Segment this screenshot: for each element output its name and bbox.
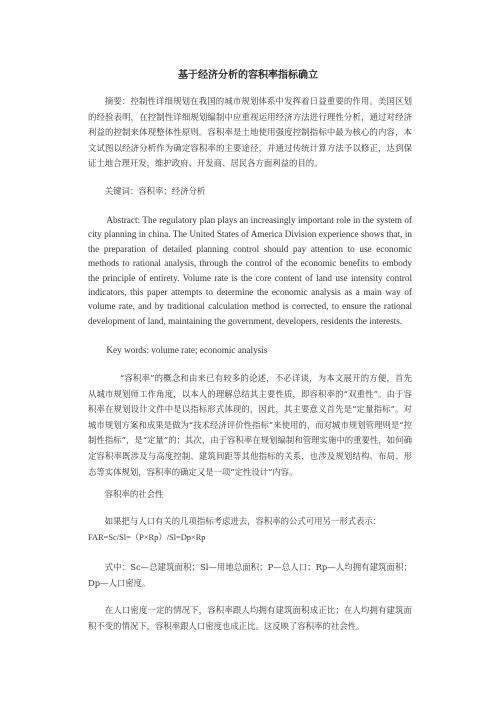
abstract-chinese: 摘要：控制性详细规划在我国的城市规划体系中发挥着日益重要的作用。美国区划的经验表明，在控制性详细规划编制中应重视运用经济方法进行理性分析，通过对经济利益的控制来体现整体性原则。容积率是土地使用强度控制指标中最为核心的内容，本文试图以经济分析作为确定容积率的主要途径，并通过传统计算方法予以修正，达到保证土地合理开发，维护政府、开发商、居民各方面利益的目的。 (88, 96, 412, 169)
formula-intro-text: 如果把与人口有关的几项指标考虑进去，容积率的公式可用另一形式表示： (104, 516, 382, 526)
intro-paragraph: “容积率”的概念和由来已有较多的论述，不必详谈，为本文展开的方便，首先从城市规划师工作角度，以本人的理解总结其主要性质，即容积率的“双重性”。由于容积率在规划设计文件中是以指标形式体现的，因此，其主要意义首先是“定量指标”。对城市规划方案和成果是做为“技术经济评价性指标”来使用的，而对城市规划管理则是“控制性指标”，是“定量”的；其次，由于容积率在规划编制和管理实施中的重要性，如何确定容积率既涉及与高度控制、建筑间距等其他指标的关系，也涉及规划结构、布局、形态等实体规划，容积率的确定又是一项“定性设计”内容。 (88, 373, 412, 477)
keywords-chinese: 关键词：容积率；经济分析 (104, 186, 206, 196)
keywords-english: Key words: volume rate; economic analysis (106, 345, 268, 355)
abstract-english: Abstract: The regulatory plan plays an increasingly important role in the system of city planning in china. The United States of America Division experience shows that, in the preparation of detailed planning control should pay attention to use economic methods to rational analysis, through the control of the economic benefits to embody the principle of entirety. Volume rate is the core content of land use intensity control indicators, this paper attempts to determine the economic analysis as a main way of volume rate, and by traditional calculation method is corrected, to ensure the rational development of land, maintaining the government, developers, residents the interests. (88, 215, 412, 326)
social-paragraph: 在人口密度一定的情况下，容积率跟人均拥有建筑面积成正比；在人均拥有建筑面积不变的情况下，容积率跟人口密度也成正比。这反映了容积率的社会性。 (88, 605, 412, 631)
far-formula: FAR=Sc/Sl=（P×Rp）/Sl=Dp×Rp (88, 532, 206, 542)
document-title: 基于经济分析的容积率指标确立 (178, 70, 318, 81)
formula-intro-paragraph (88, 514, 412, 545)
section-heading: 容积率的社会性 (104, 489, 164, 499)
definitions-paragraph: 式中：Sc—总建筑面积；Sl—用地总面积；P—总人口；Rp—人均拥有建筑面积；Dp—人口密度。 (88, 562, 412, 588)
